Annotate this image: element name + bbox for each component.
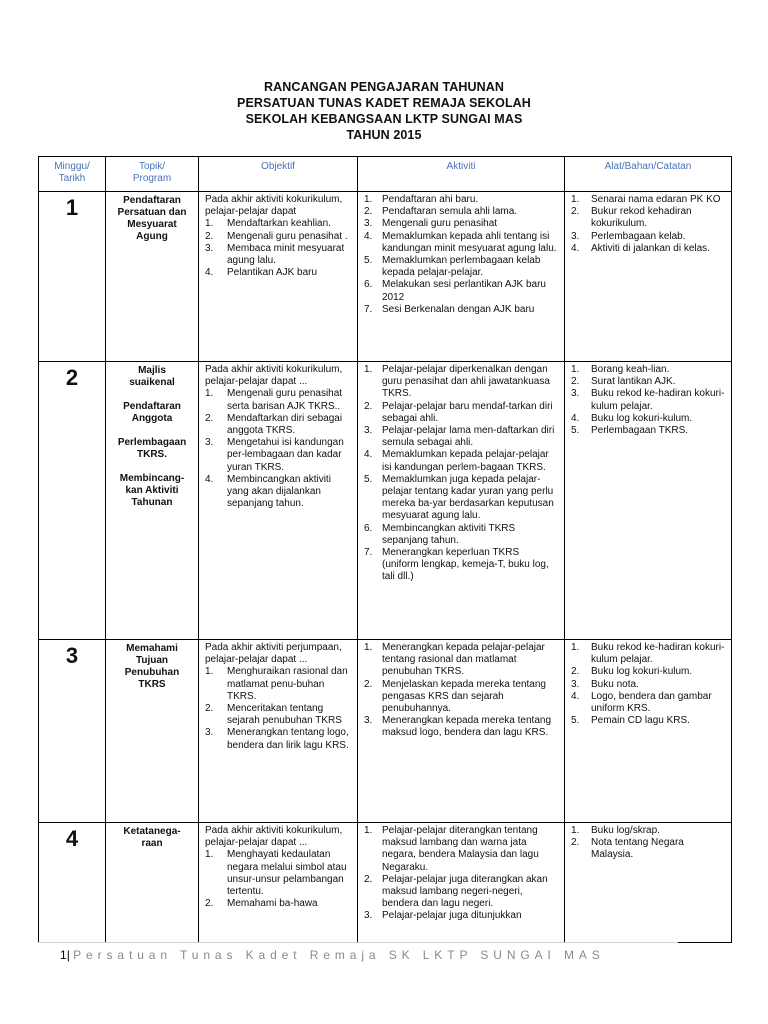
list-number: 1. [364, 194, 373, 205]
list-number: 2. [205, 703, 214, 715]
activity-list [364, 364, 558, 584]
list-text: Mengetahui isi kandungan per-lembagaan dan kadar yuran TKRS. [227, 437, 344, 473]
topic-line: TKRS [138, 679, 166, 690]
activity-list [364, 825, 558, 923]
list-text: Perlembagaan TKRS. [591, 425, 689, 437]
list-number: 2. [364, 400, 373, 412]
teaching-plan-table [38, 156, 732, 943]
objective-intro: Pada akhir aktiviti kokurikulum, pelajar-pelajar dapat ... [205, 825, 343, 849]
list-number: 2. [205, 898, 214, 910]
list-text: Pelajar-pelajar lama men-daftarkan diri semula sebagai ahli. [382, 425, 555, 449]
topic-line: Persatuan dan [117, 207, 187, 218]
list-item [364, 194, 558, 206]
list-item [571, 691, 725, 715]
list-text: Senarai nama edaran PK KO [591, 194, 721, 205]
list-number: 2. [571, 666, 580, 678]
list-number: 1. [205, 849, 214, 861]
material-list [571, 642, 725, 727]
list-number: 2. [571, 837, 580, 849]
list-text: Buku log/skrap. [591, 825, 660, 836]
week-number: 2 [39, 362, 106, 640]
list-item [571, 666, 725, 678]
objective-list [205, 666, 351, 751]
list-item [205, 437, 351, 474]
list-text: Pelajar-pelajar baru mendaf-tarkan diri sebagai ahli. [382, 400, 553, 424]
objective-intro: Pada akhir aktiviti perjumpaan, pelajar-pelajar dapat ... [205, 642, 342, 666]
list-number: 3. [571, 230, 580, 242]
list-text: Memaklumkan kepada pelajar-pelajar isi kandungan perlem-bagaan TKRS. [382, 449, 549, 473]
topic-cell [106, 192, 199, 362]
list-text: Menghuraikan rasional dan matlamat penu-buhan TKRS. [227, 666, 348, 702]
list-text: Pelajar-pelajar diperkenalkan dengan guru penasihat dan ahli jawatankuasa TKRS. [382, 364, 550, 400]
list-number: 2. [364, 873, 373, 885]
topic-line: TKRS. [137, 449, 167, 460]
list-number: 7. [364, 303, 373, 315]
list-number: 2. [364, 206, 373, 218]
list-number: 6. [364, 522, 373, 534]
list-text: Menceritakan tentang sejarah penubuhan TKRS [227, 703, 342, 727]
list-number: 1. [571, 642, 580, 653]
activity-list [364, 642, 558, 740]
topic-line: Anggota [131, 413, 173, 424]
list-item [571, 837, 725, 861]
header-topic [106, 157, 199, 192]
objective-cell [199, 192, 358, 362]
list-text: Menghayati kedaulatan negara melalui simbol atau unsur-unsur pelambangan tertentu. [227, 849, 347, 898]
table-row [39, 362, 732, 640]
list-item [205, 849, 351, 898]
topic-line: Agung [136, 231, 168, 242]
list-text: Buku log kokuri-kulum. [591, 666, 693, 678]
list-number: 2. [364, 678, 373, 690]
header-week-line: Minggu/ [54, 161, 90, 172]
title-line-1: RANCANGAN PENGAJARAN TAHUNAN [263, 80, 505, 94]
list-number: 4. [205, 473, 214, 485]
list-text: Membaca minit mesyuarat agung lalu. [227, 242, 345, 267]
list-item [571, 425, 725, 437]
footer-divider [38, 942, 678, 943]
list-item [364, 642, 558, 679]
table-header-row [39, 157, 732, 192]
list-number: 4. [364, 230, 373, 242]
list-item [205, 231, 351, 243]
topic-line: Majlis [138, 365, 166, 376]
list-item [205, 474, 351, 511]
list-number: 2. [205, 412, 214, 424]
list-text: Nota tentang Negara Malaysia. [591, 837, 684, 861]
list-item [571, 642, 725, 666]
week-number: 4 [39, 823, 106, 943]
list-text: Menerangkan keperluan TKRS (uniform lengkap, kemeja-T, buku log, tali dll.) [382, 547, 549, 583]
header-activity: Aktiviti [358, 157, 565, 192]
list-text: Buku rekod ke-hadiran kokuri-kulum pelajar. [591, 388, 725, 412]
list-item [364, 474, 558, 523]
list-item [364, 523, 558, 547]
list-text: Mendaftarkan diri sebagai anggota TKRS. [227, 412, 343, 437]
table-row [39, 823, 732, 943]
material-cell [565, 640, 732, 823]
list-number: 5. [571, 425, 580, 437]
objective-intro: Pada akhir aktiviti kokurikulum, pelajar-pelajar dapat [205, 194, 343, 218]
material-cell [565, 362, 732, 640]
list-item [364, 218, 558, 230]
list-text: Buku nota. [591, 678, 639, 690]
objective-cell [199, 640, 358, 823]
topic-line: suaikenal [129, 377, 175, 388]
list-text: Pelajar-pelajar juga ditunjukkan [382, 910, 522, 922]
list-text: Mendaftarkan keahlian. [227, 218, 331, 230]
list-text: Memahami ba-hawa [227, 898, 318, 910]
activity-list [364, 194, 558, 316]
list-item [571, 194, 725, 206]
list-number: 1. [364, 364, 373, 375]
list-number: 6. [364, 279, 373, 291]
activity-cell [358, 362, 565, 640]
table-row [39, 192, 732, 362]
list-item [364, 401, 558, 425]
list-item [571, 376, 725, 388]
week-number: 3 [39, 640, 106, 823]
footer-text: Persatuan Tunas Kadet Remaja SK LKTP SUNGAI MAS [73, 948, 605, 962]
list-text: Perlembagaan kelab. [591, 230, 686, 242]
objective-list [205, 218, 351, 279]
header-week [39, 157, 106, 192]
list-number: 4. [205, 267, 214, 279]
list-item [364, 279, 558, 303]
list-text: Mengenali guru penasihat . [227, 230, 348, 242]
list-item [205, 218, 351, 230]
list-item [571, 388, 725, 412]
list-item [364, 231, 558, 255]
list-number: 1. [205, 388, 214, 400]
list-item [364, 547, 558, 584]
list-number: 3. [364, 715, 373, 727]
list-text: Memaklumkan perlembagaan kelab kepada pelajar-pelajar. [382, 255, 541, 279]
list-item [205, 413, 351, 437]
list-item [571, 825, 725, 837]
list-item [571, 679, 725, 691]
list-item [571, 243, 725, 255]
list-text: Mengenali guru penasihat [382, 218, 498, 230]
list-item [571, 364, 725, 376]
list-text: Buku rekod ke-hadiran kokuri-kulum pelajar. [591, 642, 725, 666]
list-number: 2. [571, 376, 580, 388]
list-item [205, 267, 351, 279]
list-text: Menjelaskan kepada mereka tentang pengasas KRS dan sejarah penubuhannya. [382, 678, 546, 715]
page-number: 1 [60, 948, 67, 962]
topic-line: Perlembagaan [117, 437, 187, 448]
topic-line: Membincang- [119, 473, 185, 484]
list-item [364, 874, 558, 911]
objective-list [205, 849, 351, 910]
list-number: 1. [571, 194, 580, 205]
list-item [205, 703, 351, 727]
topic-line: Pendaftaran [123, 195, 181, 206]
list-number: 1. [205, 218, 214, 230]
list-number: 4. [571, 412, 580, 424]
material-list [571, 364, 725, 437]
list-number: 3. [205, 727, 214, 739]
title-line-3: SEKOLAH KEBANGSAAN LKTP SUNGAI MAS [245, 112, 523, 126]
list-text: Pendaftaran ahi baru. [382, 194, 479, 205]
activity-cell [358, 192, 565, 362]
header-material: Alat/Bahan/Catatan [565, 157, 732, 192]
list-item [571, 206, 725, 230]
list-item [205, 388, 351, 412]
topic-cell [106, 823, 199, 943]
list-text: Buku log kokuri-kulum. [591, 412, 693, 424]
list-text: Borang keah-lian. [591, 364, 670, 375]
page-footer [60, 947, 605, 963]
week-number: 1 [39, 192, 106, 362]
topic-cell [106, 640, 199, 823]
title-line-4: TAHUN 2015 [346, 128, 422, 142]
list-number: 3. [571, 388, 580, 400]
list-text: Melakukan sesi perlantikan AJK baru 2012 [382, 279, 546, 303]
topic-line: Mesyuarat [127, 219, 177, 230]
list-item [364, 910, 558, 922]
list-number: 4. [571, 242, 580, 254]
list-text: Membincangkan aktiviti yang akan dijalankan sepanjang tahun. [227, 473, 331, 510]
list-number: 2. [571, 206, 580, 218]
footer-separator: | [66, 948, 70, 962]
topic-line: Pendaftaran [123, 401, 181, 412]
list-text: Pemain CD lagu KRS. [591, 715, 690, 727]
list-number: 5. [364, 255, 373, 267]
list-number: 7. [364, 547, 373, 559]
list-number: 5. [364, 473, 373, 485]
topic-line: Ketatanega- [123, 826, 181, 837]
material-list [571, 194, 725, 255]
list-number: 3. [571, 678, 580, 690]
list-number: 3. [205, 242, 214, 254]
list-number: 1. [364, 825, 373, 836]
list-item [364, 425, 558, 449]
objective-cell [199, 823, 358, 943]
list-text: Bukur rekod kehadiran kokurikulum. [591, 206, 692, 230]
topic-line: kan Aktiviti [125, 485, 179, 496]
list-item [364, 206, 558, 218]
objective-cell [199, 362, 358, 640]
list-number: 1. [205, 666, 214, 678]
document-title [0, 79, 768, 143]
list-number: 3. [364, 218, 373, 230]
list-text: Menerangkan tentang logo, bendera dan lirik lagu KRS. [227, 727, 349, 751]
list-item [205, 243, 351, 267]
topic-line: Tujuan [135, 655, 169, 666]
list-number: 1. [571, 364, 580, 375]
list-text: Aktiviti di jalankan di kelas. [591, 242, 710, 254]
list-item [364, 715, 558, 739]
list-item [205, 666, 351, 703]
activity-cell [358, 823, 565, 943]
list-number: 4. [571, 690, 580, 702]
list-text: Pelajar-pelajar juga diterangkan akan maksud lambang negeri-negeri, bendera dan lagu negeri. [382, 873, 548, 910]
list-number: 1. [571, 825, 580, 836]
material-list [571, 825, 725, 862]
header-topic-line: Topik/ [138, 161, 166, 172]
list-item [205, 898, 351, 910]
list-text: Pendaftaran semula ahli lama. [382, 206, 518, 218]
list-number: 3. [364, 910, 373, 922]
topic-line: Tahunan [131, 497, 173, 508]
list-text: Memaklumkan kepada ahli tentang isi kandungan minit mesyuarat agung lalu. [382, 230, 557, 254]
list-item [364, 679, 558, 716]
objective-list [205, 388, 351, 510]
list-item [364, 449, 558, 473]
list-text: Logo, bendera dan gambar uniform KRS. [591, 690, 712, 715]
list-text: Pelajar-pelajar diterangkan tentang maksud lambang dan warna jata negara, bendera Malaysia dan lagu Negaraku. [382, 825, 539, 873]
list-item [364, 255, 558, 279]
list-item [364, 364, 558, 401]
list-item [205, 727, 351, 751]
list-text: Mengenali guru penasihat serta barisan AJK TKRS.. [227, 388, 343, 412]
activity-cell [358, 640, 565, 823]
topic-line: raan [141, 838, 163, 849]
material-cell [565, 192, 732, 362]
list-item [364, 825, 558, 874]
list-number: 2. [205, 230, 214, 242]
list-text: Menerangkan kepada mereka tentang maksud logo, bendera dan lagu KRS. [382, 715, 552, 739]
list-number: 5. [571, 715, 580, 727]
objective-intro: Pada akhir aktiviti kokurikulum, pelajar-pelajar dapat ... [205, 364, 343, 388]
list-number: 4. [364, 449, 373, 461]
list-item [364, 304, 558, 316]
list-number: 1. [364, 642, 373, 653]
list-number: 3. [364, 425, 373, 437]
header-topic-line: Program [132, 173, 172, 184]
topic-line: Memahami [126, 643, 178, 654]
header-objective: Objektif [199, 157, 358, 192]
list-text: Surat lantikan AJK. [591, 376, 676, 388]
list-text: Pelantikan AJK baru [227, 267, 318, 279]
list-number: 3. [205, 437, 214, 449]
title-line-2: PERSATUAN TUNAS KADET REMAJA SEKOLAH [237, 96, 531, 110]
header-week-line: Tarikh [58, 173, 86, 184]
list-item [571, 715, 725, 727]
list-text: Membincangkan aktiviti TKRS sepanjang tahun. [382, 522, 516, 546]
list-item [571, 231, 725, 243]
list-text: Menerangkan kepada pelajar-pelajar tentang rasional dan matlamat penubuhan TKRS. [382, 642, 545, 678]
table-row [39, 640, 732, 823]
list-text: Sesi Berkenalan dengan AJK baru [382, 303, 535, 315]
topic-cell [106, 362, 199, 640]
topic-line: Penubuhan [124, 667, 180, 678]
list-item [571, 413, 725, 425]
material-cell [565, 823, 732, 943]
list-text: Memaklumkan juga kepada pelajar-pelajar tentang kadar yuran yang perlu mereka ba-yar berdasarkan keputusan mesyuarat agung lalu. [382, 473, 554, 522]
